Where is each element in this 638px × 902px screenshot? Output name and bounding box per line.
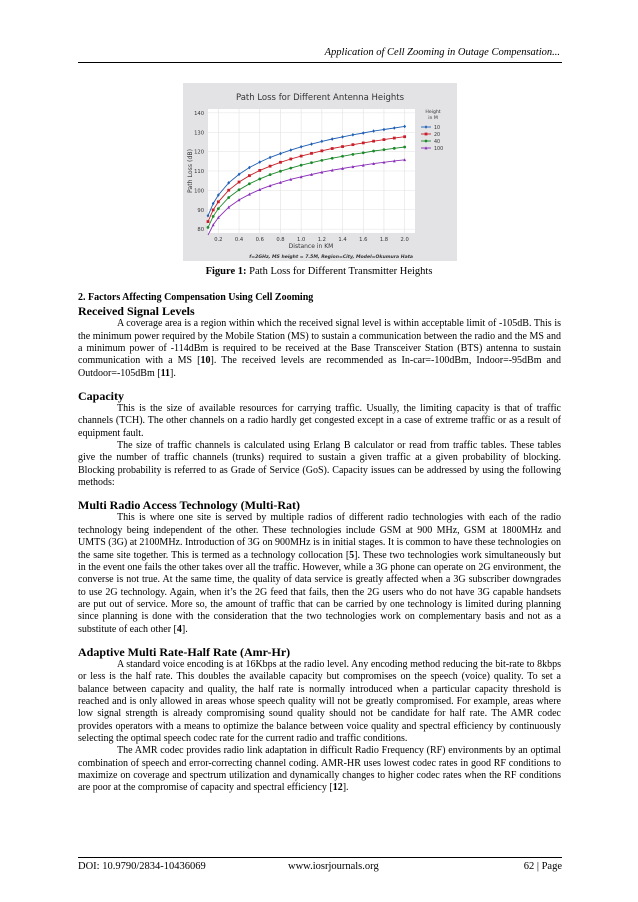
header-rule xyxy=(78,62,562,63)
data-point xyxy=(352,143,355,146)
y-axis-label: Path Loss (dB) xyxy=(187,148,194,194)
paragraph-multi-rat-1 xyxy=(78,512,561,635)
y-tick-label: 100 xyxy=(194,188,204,195)
data-point xyxy=(393,137,396,140)
data-point xyxy=(341,145,344,148)
y-tick-label: 140 xyxy=(194,110,204,117)
data-point xyxy=(258,169,261,172)
footer-rule xyxy=(78,857,562,858)
text-run: A coverage area is a region within which the received signal level is within acceptable limit of -105dB. This is the minimum power required by the Mobile Station (MS) to sustain a communication between the radio and the MS and a minimum power of -114dBm is required to be received at the Base Transceiver Station (BTS) antenna to sustain communication with a MS [ xyxy=(78,318,561,367)
data-point xyxy=(352,153,355,156)
chart-footnote: f=2GHz, MS height = 7.5M, Region=City, Model=Okumura Hata xyxy=(249,255,413,260)
data-point xyxy=(227,189,230,192)
data-point xyxy=(207,220,210,223)
data-point xyxy=(372,150,375,153)
data-point xyxy=(258,178,261,181)
data-point xyxy=(362,142,365,145)
figure-caption xyxy=(0,266,638,277)
data-point xyxy=(279,161,282,164)
y-tick-label: 120 xyxy=(194,149,204,156)
data-point xyxy=(217,207,220,210)
text-run: The AMR codec provides radio link adaptation in difficult Radio Frequency (RF) environments by an optimal combination of speech and error-correcting channel coding. AMR-HR uses lowest codec rates in good RF conditions to maximize on coverage and spectrum utilization and dynamically changes to higher codec rates when the RF conditions are poor at the compromise of capacity and spectral efficiency [ xyxy=(78,745,561,794)
data-point xyxy=(331,157,334,160)
x-tick-label: 1.0 xyxy=(297,237,306,243)
x-tick-label: 1.8 xyxy=(379,237,389,243)
x-tick-label: 1.6 xyxy=(359,237,368,243)
text-run: ]. xyxy=(170,367,176,379)
legend-title: Height xyxy=(425,110,441,115)
data-point xyxy=(331,147,334,150)
data-point xyxy=(289,167,292,170)
text-run: This is where one site is served by multiple radios of different radio technologies with each of the radio technology being independent of the other. These technologies include GSM at 900 MHz, GSM at 1800MHz and UMTS (3G) at 2100MHz. Introduction of 3G on 900MHz is in initial stages. It is common to have these technologies on the same site together. This is termed as a technology collocation [ xyxy=(78,512,561,561)
text-run: ]. xyxy=(181,623,188,635)
legend-swatch-marker xyxy=(425,140,428,143)
heading-received-signal-levels: Received Signal Levels xyxy=(78,304,195,319)
y-tick-label: 90 xyxy=(197,207,204,214)
data-point xyxy=(362,151,365,154)
legend-label: 20 xyxy=(434,132,441,138)
legend-title: in M xyxy=(428,116,438,121)
paragraph-amr-1: A standard voice encoding is at 16Kbps at the radio level. Any encoding method reducing the bit-rate to 8kbps or less is the half rate. This doubles the available capacity but compromises on the speech (voice) quality. To set a balance between capacity and quality, the half rate is normally introduced when a particular capacity threshold is reached and is only allowed in areas whose speech quality will not be greatly compromised. For example, areas where low signal strength is already compromising sound quality should not be candidate for half rate. The AMR codec provides operators with a means to optimize the balance between voice quality and spectral efficiency by continuously selecting the optimal speech codec rate for the current radio and traffic conditions. xyxy=(78,658,561,744)
data-point xyxy=(341,155,344,158)
y-tick-label: 80 xyxy=(197,227,204,234)
paragraph-capacity-1: This is the size of available resources for carrying traffic. Usually, the limiting capacity is that of traffic channels (TCH). The other channels on a radio hardly get congested except in a case of extreme traffic or as a result of equipment fault. xyxy=(78,403,561,439)
data-point xyxy=(248,182,251,185)
x-tick-label: 0.8 xyxy=(276,237,285,243)
data-point xyxy=(289,158,292,161)
paragraph-amr-2 xyxy=(78,745,561,794)
citation: 10 xyxy=(200,355,211,367)
data-point xyxy=(383,138,386,141)
legend-label: 100 xyxy=(434,146,444,152)
data-point xyxy=(212,209,215,212)
data-point xyxy=(279,170,282,173)
data-point xyxy=(217,200,220,203)
data-point xyxy=(227,196,230,199)
x-tick-label: 1.2 xyxy=(317,237,326,243)
section-heading-2: 2. Factors Affecting Compensation Using Cell Zooming xyxy=(78,292,314,303)
running-header: Application of Cell Zooming in Outage Compensation... xyxy=(324,47,560,58)
y-tick-label: 130 xyxy=(194,130,204,137)
text-run: ]. These two technologies work simultaneously but in the event one fails the other takes over all the traffic. However, while a 3G phone can operate on 2G environment, the converse is not true. At the same time, the quality of data service is greatly affected when a 3G subscriber downgrades to use 2G technology. Again, when it’s the 2G feed that fails, then the 2G users who do not have 3G capable handsets are put out of service. More so, the amount of traffic that can be carried by one technology is limited during planning since planning is done with the consideration that the two technologies work on complementary basis and not as a substitute of each other [ xyxy=(78,549,561,635)
data-point xyxy=(238,188,241,191)
data-point xyxy=(383,148,386,151)
legend-swatch-marker xyxy=(425,133,428,136)
footer-page-number: 62 | Page xyxy=(523,861,562,872)
page-footer xyxy=(78,861,562,875)
x-tick-label: 0.6 xyxy=(255,237,264,243)
data-point xyxy=(300,164,303,167)
data-point xyxy=(248,174,251,177)
data-point xyxy=(212,215,215,218)
caption-text: Path Loss for Different Transmitter Heights xyxy=(249,266,433,277)
citation: 12 xyxy=(332,782,343,794)
figure-1 xyxy=(183,83,457,261)
data-point xyxy=(310,161,313,164)
chart-title: Path Loss for Different Antenna Heights xyxy=(235,93,405,103)
x-tick-label: 0.2 xyxy=(214,237,223,243)
data-point xyxy=(320,149,323,152)
x-axis-label: Distance in KM xyxy=(288,243,334,250)
heading-capacity: Capacity xyxy=(78,389,124,404)
path-loss-chart xyxy=(183,83,457,261)
legend-label: 10 xyxy=(434,125,441,131)
data-point xyxy=(403,135,406,138)
legend-label: 40 xyxy=(434,139,441,145)
data-point xyxy=(300,155,303,158)
x-tick-label: 2.0 xyxy=(400,237,409,243)
citation: 5 xyxy=(349,549,355,561)
data-point xyxy=(393,147,396,150)
data-point xyxy=(207,226,210,229)
body-content xyxy=(78,292,561,795)
data-point xyxy=(238,181,241,184)
x-tick-label: 1.4 xyxy=(338,237,347,243)
data-point xyxy=(372,140,375,143)
citation: 11 xyxy=(160,367,171,379)
paragraph-capacity-2: The size of traffic channels is calculated using Erlang B calculator or read from traffic tables. These tables give the number of traffic channels (trunks) required to sustain a given traffic at a given probability of blocking. Blocking probability is referred to as Grade of Service (GoS). Capacity issues can be addressed by using the following methods: xyxy=(78,440,561,489)
footer-website: www.iosrjournals.org xyxy=(288,861,379,872)
heading-multi-rat: Multi Radio Access Technology (Multi-Rat) xyxy=(78,498,300,513)
heading-amr-hr: Adaptive Multi Rate-Half Rate (Amr-Hr) xyxy=(78,644,291,659)
x-tick-label: 0.4 xyxy=(234,237,244,243)
data-point xyxy=(310,152,313,155)
data-point xyxy=(269,165,272,168)
data-point xyxy=(403,146,406,149)
footer-doi: DOI: 10.9790/2834-10436069 xyxy=(78,861,206,872)
text-run: ]. The received levels are recommended as In-car=-100dBm, Indoor=-95dBm and Outdoor=-105dBm [ xyxy=(78,355,561,379)
data-point xyxy=(269,173,272,176)
text-run: ]. xyxy=(342,782,349,794)
citation: 4 xyxy=(176,623,182,635)
y-tick-label: 110 xyxy=(194,169,204,175)
data-point xyxy=(320,159,323,162)
caption-label: Figure 1: xyxy=(205,266,247,277)
paragraph-received-1 xyxy=(78,318,561,380)
